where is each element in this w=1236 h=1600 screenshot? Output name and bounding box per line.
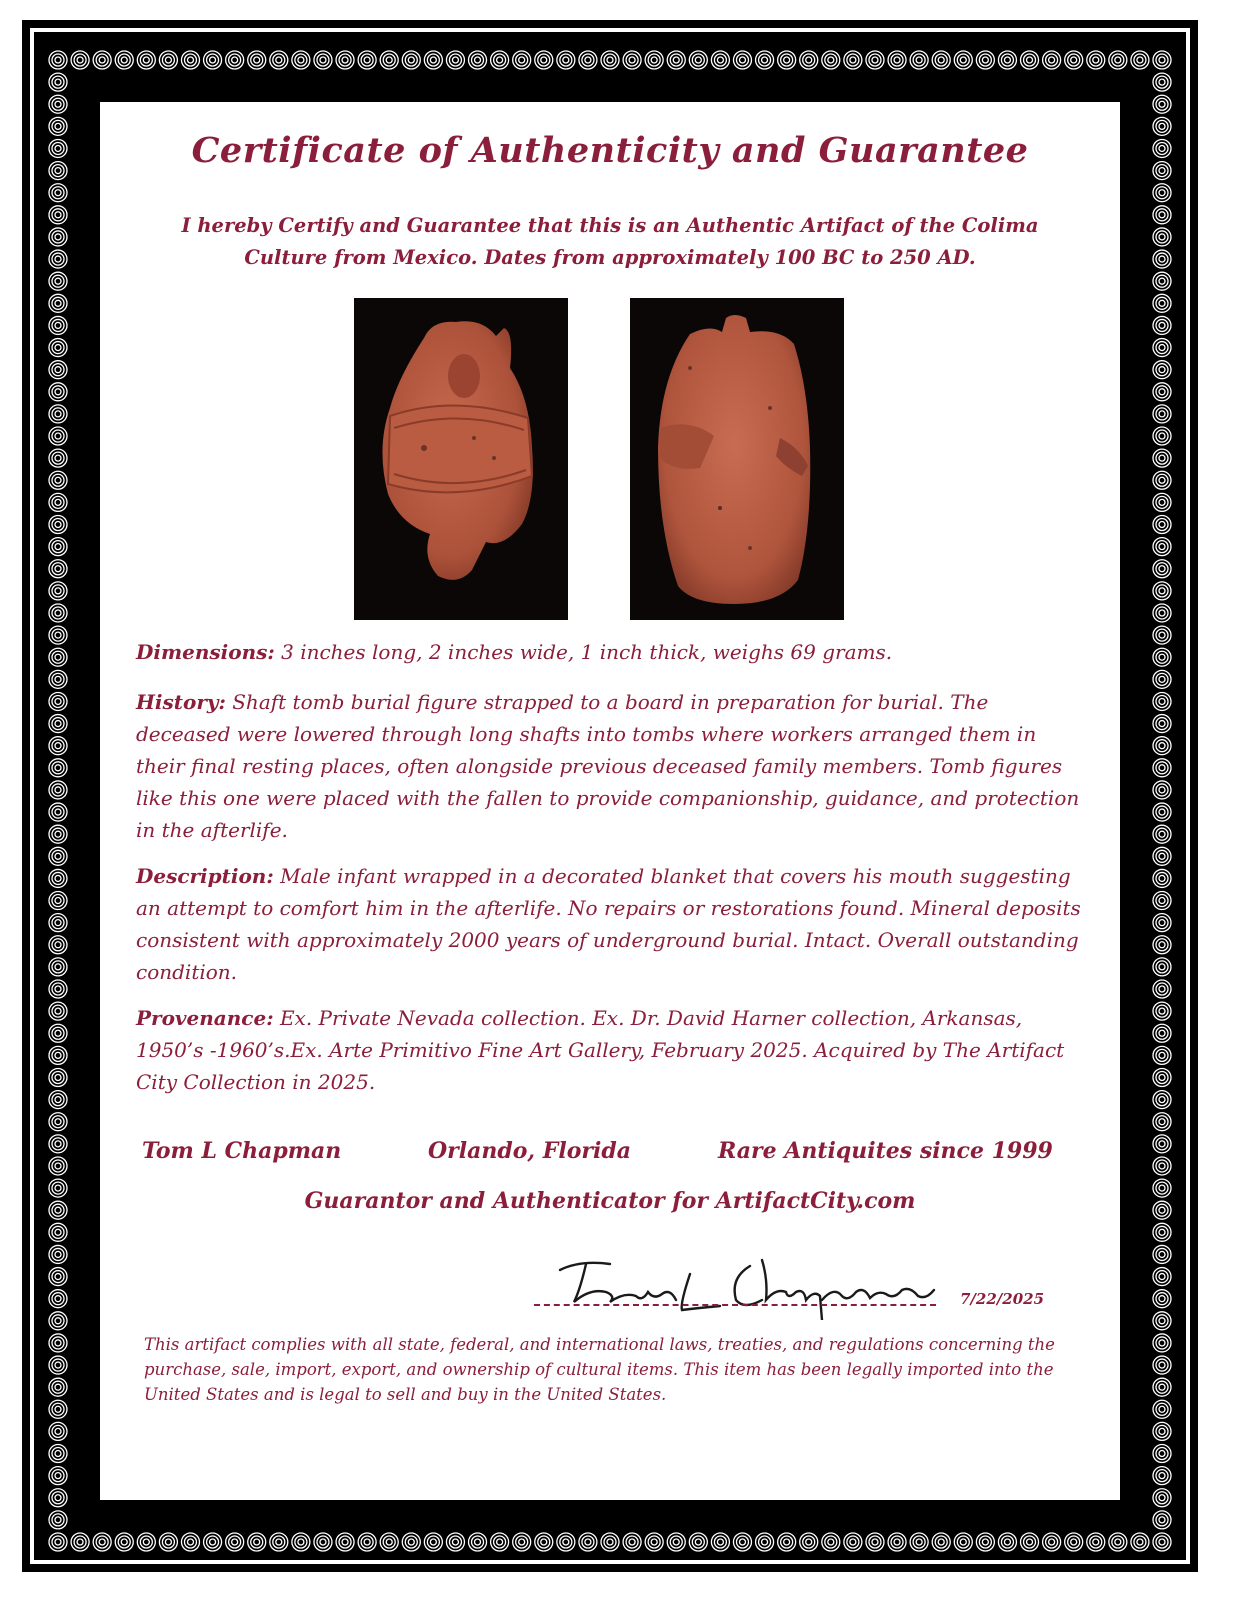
border-ring-ornament	[1153, 847, 1171, 865]
border-ring-ornament	[1153, 1422, 1171, 1440]
border-ring-ornament	[1153, 892, 1171, 910]
border-ring-ornament	[1153, 825, 1171, 843]
border-ring-ornament	[1153, 1268, 1171, 1286]
business-since: Rare Antiquites since 1999	[718, 1138, 1053, 1164]
border-ring-ornament	[49, 759, 67, 777]
border-ring-ornament	[49, 1312, 67, 1330]
border-ring-ornament	[778, 1533, 796, 1551]
border-ring-ornament	[49, 228, 67, 246]
border-ring-ornament	[1153, 670, 1171, 688]
border-ring-ornament	[49, 383, 67, 401]
border-ring-ornament	[49, 51, 67, 69]
border-ring-ornament	[1153, 1312, 1171, 1330]
border-ring-ornament	[226, 51, 244, 69]
border-ring-ornament	[49, 892, 67, 910]
border-ring-ornament	[1153, 781, 1171, 799]
border-ring-ornament	[1109, 1533, 1127, 1551]
border-ring-ornament	[601, 51, 619, 69]
border-ring-ornament	[49, 516, 67, 534]
border-ring-ornament	[1087, 1533, 1105, 1551]
border-ring-ornament	[733, 1533, 751, 1551]
border-ring-ornament	[645, 1533, 663, 1551]
border-ring-ornament	[711, 51, 729, 69]
border-ring-ornament	[1153, 648, 1171, 666]
border-ring-ornament	[491, 1533, 509, 1551]
border-ring-ornament	[667, 1533, 685, 1551]
border-ring-ornament	[270, 51, 288, 69]
border-ring-ornament	[1153, 560, 1171, 578]
border-ring-ornament	[49, 1201, 67, 1219]
border-ring-ornament	[557, 1533, 575, 1551]
border-ring-ornament	[1153, 1400, 1171, 1418]
border-ring-ornament	[579, 51, 597, 69]
legal-compliance-notice: This artifact complies with all state, federal, and international laws, treaties, and regulations concerning the purchase, sale, import, export, and ownership of cultural items. This item has been legally imported into the United States and is legal to sell and buy in the United States.	[144, 1335, 1055, 1404]
border-ring-ornament	[756, 1533, 774, 1551]
border-ring-ornament	[1153, 626, 1171, 644]
border-ring-ornament	[1153, 1179, 1171, 1197]
border-ring-ornament	[800, 1533, 818, 1551]
border-ring-ornament	[1153, 1113, 1171, 1131]
border-ring-ornament	[1153, 272, 1171, 290]
border-ring-ornament	[49, 1511, 67, 1529]
border-ring-ornament	[71, 51, 89, 69]
border-ring-ornament	[49, 250, 67, 268]
border-ring-ornament	[645, 51, 663, 69]
border-ring-ornament	[1153, 1024, 1171, 1042]
border-ring-ornament	[93, 1533, 111, 1551]
border-ring-ornament	[336, 1533, 354, 1551]
border-ring-ornament	[711, 1533, 729, 1551]
border-ring-ornament	[1153, 1157, 1171, 1175]
border-ring-ornament	[49, 737, 67, 755]
border-ring-ornament	[866, 1533, 884, 1551]
border-ring-ornament	[49, 1356, 67, 1374]
provenance-text: Ex. Private Nevada collection. Ex. Dr. David Harner collection, Arkansas, 1950’s -1960’s.Ex. Arte Primitivo Fine Art Gallery, February 2025. Acquired by The Artifact City Collection in 2025.	[136, 1006, 1065, 1094]
border-ring-ornament	[1153, 95, 1171, 113]
border-ring-ornament	[1153, 538, 1171, 556]
border-ring-ornament	[115, 51, 133, 69]
border-ring-ornament	[1153, 604, 1171, 622]
border-ring-ornament	[424, 1533, 442, 1551]
border-ring-ornament	[49, 1290, 67, 1308]
border-ring-ornament	[1153, 493, 1171, 511]
border-ring-ornament	[579, 1533, 597, 1551]
border-ring-ornament	[446, 51, 464, 69]
dimensions-label: Dimensions:	[136, 640, 275, 664]
border-ring-ornament	[1153, 958, 1171, 976]
border-ring-ornament	[1153, 449, 1171, 467]
border-ring-ornament	[1153, 228, 1171, 246]
border-ring-ornament	[336, 51, 354, 69]
border-ring-ornament	[49, 560, 67, 578]
border-ring-ornament	[49, 1268, 67, 1286]
border-ring-ornament	[932, 1533, 950, 1551]
border-ring-ornament	[689, 1533, 707, 1551]
border-ring-ornament	[1153, 206, 1171, 224]
border-ring-ornament	[446, 1533, 464, 1551]
border-ring-ornament	[1153, 361, 1171, 379]
certification-line-1: I hereby Certify and Guarantee that this is an Authentic Artifact of the Colima	[181, 214, 1039, 237]
border-ring-ornament	[93, 51, 111, 69]
border-ring-ornament	[1153, 803, 1171, 821]
border-ring-ornament	[226, 1533, 244, 1551]
border-ring-ornament	[1153, 759, 1171, 777]
border-ring-ornament	[491, 51, 509, 69]
border-ring-ornament	[1131, 1533, 1149, 1551]
border-ring-ornament	[49, 471, 67, 489]
border-ring-ornament	[513, 1533, 531, 1551]
border-ring-ornament	[49, 847, 67, 865]
border-ring-ornament	[932, 51, 950, 69]
border-ring-ornament	[1153, 1511, 1171, 1529]
border-ring-ornament	[314, 1533, 332, 1551]
border-ring-ornament	[888, 51, 906, 69]
border-ring-ornament	[1153, 1378, 1171, 1396]
border-ring-ornament	[1043, 51, 1061, 69]
border-ring-ornament	[1021, 51, 1039, 69]
border-ring-ornament	[1153, 184, 1171, 202]
border-ring-ornament	[1153, 139, 1171, 157]
border-ring-ornament	[1153, 1533, 1171, 1551]
border-ring-ornament	[292, 51, 310, 69]
border-ring-ornament	[49, 361, 67, 379]
border-ring-ornament	[469, 51, 487, 69]
dimensions-section	[136, 636, 1086, 668]
border-ring-ornament	[1153, 162, 1171, 180]
border-ring-ornament	[380, 1533, 398, 1551]
border-ring-ornament	[71, 1533, 89, 1551]
border-ring-ornament	[1153, 1489, 1171, 1507]
border-ring-ornament	[689, 51, 707, 69]
border-ring-ornament	[49, 272, 67, 290]
border-ring-ornament	[292, 1533, 310, 1551]
border-ring-ornament	[1153, 1334, 1171, 1352]
border-ring-ornament	[1087, 51, 1105, 69]
border-ring-ornament	[49, 803, 67, 821]
border-ring-ornament	[137, 51, 155, 69]
handwritten-signature	[530, 1230, 950, 1320]
border-ring-ornament	[49, 1334, 67, 1352]
border-ring-ornament	[535, 51, 553, 69]
border-ring-ornament	[601, 1533, 619, 1551]
border-ring-ornament	[49, 670, 67, 688]
border-ring-ornament	[778, 51, 796, 69]
border-ring-ornament	[866, 51, 884, 69]
border-ring-ornament	[1021, 1533, 1039, 1551]
border-ring-ornament	[1153, 339, 1171, 357]
border-ring-ornament	[1153, 250, 1171, 268]
border-ring-ornament	[1153, 869, 1171, 887]
border-ring-ornament	[49, 1533, 67, 1551]
border-ring-ornament	[424, 51, 442, 69]
border-ring-ornament	[49, 1445, 67, 1463]
border-ring-ornament	[756, 51, 774, 69]
border-ring-ornament	[469, 1533, 487, 1551]
border-ring-ornament	[358, 51, 376, 69]
border-ring-ornament	[49, 206, 67, 224]
provenance-section	[136, 1002, 1086, 1098]
certification-statement	[120, 210, 1100, 274]
border-ring-ornament	[49, 117, 67, 135]
artifact-photo-back	[630, 298, 844, 620]
border-ring-ornament	[402, 1533, 420, 1551]
history-text: Shaft tomb burial figure strapped to a board in preparation for burial. The deceased were lowered through long shafts into tombs where workers arranged them in their final resting places, often alongside previous deceased family members. Tomb figures like this one were placed with the fallen to provide companionship, guidance, and protection in the afterlife.	[136, 690, 1080, 842]
border-ring-ornament	[137, 1533, 155, 1551]
border-ring-ornament	[49, 604, 67, 622]
border-ring-ornament	[1153, 737, 1171, 755]
border-ring-ornament	[49, 184, 67, 202]
border-ring-ornament	[49, 162, 67, 180]
border-ring-ornament	[733, 51, 751, 69]
certificate-title: Certificate of Authenticity and Guarantee	[191, 130, 1029, 171]
description-label: Description:	[136, 864, 274, 888]
border-ring-ornament	[1043, 1533, 1061, 1551]
border-ring-ornament	[358, 1533, 376, 1551]
border-ring-ornament	[49, 1422, 67, 1440]
border-ring-ornament	[954, 1533, 972, 1551]
border-ring-ornament	[623, 1533, 641, 1551]
border-ring-ornament	[822, 51, 840, 69]
border-ring-ornament	[976, 1533, 994, 1551]
border-ring-ornament	[49, 582, 67, 600]
provenance-label: Provenance:	[136, 1006, 274, 1030]
border-ring-ornament	[49, 294, 67, 312]
border-ring-ornament	[49, 1135, 67, 1153]
border-ring-ornament	[49, 1157, 67, 1175]
border-ring-ornament	[49, 1179, 67, 1197]
border-ring-ornament	[181, 1533, 199, 1551]
history-section	[136, 686, 1086, 846]
border-ring-ornament	[49, 781, 67, 799]
signature-line	[534, 1304, 936, 1306]
border-ring-ornament	[910, 1533, 928, 1551]
border-ring-ornament	[49, 958, 67, 976]
border-ring-ornament	[49, 316, 67, 334]
border-ring-ornament	[49, 1046, 67, 1064]
border-ring-ornament	[49, 692, 67, 710]
artifact-photo-front	[354, 298, 568, 620]
border-ring-ornament	[49, 1091, 67, 1109]
border-ring-ornament	[844, 51, 862, 69]
border-ring-ornament	[49, 139, 67, 157]
border-ring-ornament	[49, 1223, 67, 1241]
border-ring-ornament	[1153, 936, 1171, 954]
border-ring-ornament	[910, 51, 928, 69]
border-ring-ornament	[888, 1533, 906, 1551]
border-ring-ornament	[314, 51, 332, 69]
border-ring-ornament	[1153, 51, 1171, 69]
border-ring-ornament	[1153, 1002, 1171, 1020]
border-ring-ornament	[954, 51, 972, 69]
border-ring-ornament	[1065, 1533, 1083, 1551]
border-ring-ornament	[49, 1002, 67, 1020]
description-text: Male infant wrapped in a decorated blanket that covers his mouth suggesting an attempt to comfort him in the afterlife. No repairs or restorations found. Mineral deposits consistent with approximately 2000 years of underground burial. Intact. Overall outstanding condition.	[136, 864, 1081, 984]
border-ring-ornament	[1153, 316, 1171, 334]
border-ring-ornament	[49, 538, 67, 556]
border-ring-ornament	[1153, 980, 1171, 998]
authenticator-name: Tom L Chapman	[142, 1138, 342, 1164]
dimensions-text: 3 inches long, 2 inches wide, 1 inch thick, weighs 69 grams.	[281, 640, 893, 664]
border-ring-ornament	[1153, 471, 1171, 489]
border-ring-ornament	[1153, 383, 1171, 401]
border-ring-ornament	[513, 51, 531, 69]
border-ring-ornament	[623, 51, 641, 69]
border-ring-ornament	[49, 914, 67, 932]
border-ring-ornament	[667, 51, 685, 69]
border-ring-ornament	[49, 1113, 67, 1131]
border-ring-ornament	[1153, 1068, 1171, 1086]
border-ring-ornament	[49, 339, 67, 357]
history-label: History:	[136, 690, 226, 714]
border-ring-ornament	[1153, 1245, 1171, 1263]
border-ring-ornament	[800, 51, 818, 69]
border-ring-ornament	[976, 51, 994, 69]
border-ring-ornament	[49, 493, 67, 511]
border-ring-ornament	[557, 51, 575, 69]
border-ring-ornament	[380, 51, 398, 69]
border-ring-ornament	[1153, 117, 1171, 135]
border-ring-ornament	[1153, 1445, 1171, 1463]
border-ring-ornament	[535, 1533, 553, 1551]
certification-line-2: Culture from Mexico. Dates from approximately 100 BC to 250 AD.	[244, 246, 976, 269]
border-ring-ornament	[1153, 1135, 1171, 1153]
border-ring-ornament	[1153, 582, 1171, 600]
border-ring-ornament	[1153, 692, 1171, 710]
border-ring-ornament	[49, 1378, 67, 1396]
border-ring-ornament	[1153, 1091, 1171, 1109]
border-ring-ornament	[49, 405, 67, 423]
certificate-body	[100, 102, 1120, 1500]
border-ring-ornament	[248, 51, 266, 69]
border-ring-ornament	[49, 95, 67, 113]
border-ring-ornament	[49, 1024, 67, 1042]
border-ring-ornament	[1153, 516, 1171, 534]
border-ring-ornament	[49, 825, 67, 843]
border-ring-ornament	[159, 1533, 177, 1551]
authenticator-location: Orlando, Florida	[428, 1138, 631, 1164]
border-ring-ornament	[49, 427, 67, 445]
border-ring-ornament	[998, 51, 1016, 69]
border-ring-ornament	[49, 869, 67, 887]
border-ring-ornament	[1109, 51, 1127, 69]
border-ring-ornament	[1153, 73, 1171, 91]
border-ring-ornament	[181, 51, 199, 69]
border-ring-ornament	[159, 51, 177, 69]
border-ring-ornament	[1153, 1467, 1171, 1485]
border-ring-ornament	[49, 980, 67, 998]
border-ring-ornament	[49, 1245, 67, 1263]
border-ring-ornament	[1153, 1290, 1171, 1308]
guarantor-line: Guarantor and Authenticator for ArtifactCity.com	[304, 1188, 916, 1214]
border-ring-ornament	[822, 1533, 840, 1551]
border-ring-ornament	[49, 648, 67, 666]
border-ring-ornament	[204, 1533, 222, 1551]
border-ring-ornament	[49, 715, 67, 733]
border-ring-ornament	[402, 51, 420, 69]
border-ring-ornament	[998, 1533, 1016, 1551]
border-ring-ornament	[1153, 405, 1171, 423]
border-ring-ornament	[49, 1489, 67, 1507]
border-ring-ornament	[49, 1068, 67, 1086]
border-ring-ornament	[1153, 1356, 1171, 1374]
border-ring-ornament	[844, 1533, 862, 1551]
border-ring-ornament	[49, 1400, 67, 1418]
border-ring-ornament	[248, 1533, 266, 1551]
border-ring-ornament	[49, 449, 67, 467]
border-ring-ornament	[115, 1533, 133, 1551]
border-ring-ornament	[49, 73, 67, 91]
border-ring-ornament	[1153, 294, 1171, 312]
border-ring-ornament	[270, 1533, 288, 1551]
border-ring-ornament	[49, 1467, 67, 1485]
border-ring-ornament	[1131, 51, 1149, 69]
border-ring-ornament	[204, 51, 222, 69]
border-ring-ornament	[49, 626, 67, 644]
border-ring-ornament	[49, 936, 67, 954]
border-ring-ornament	[1153, 1223, 1171, 1241]
border-ring-ornament	[1153, 914, 1171, 932]
signature-date: 7/22/2025	[960, 1290, 1045, 1308]
border-ring-ornament	[1065, 51, 1083, 69]
description-section	[136, 860, 1086, 988]
border-ring-ornament	[1153, 427, 1171, 445]
border-ring-ornament	[1153, 715, 1171, 733]
border-ring-ornament	[1153, 1201, 1171, 1219]
border-ring-ornament	[1153, 1046, 1171, 1064]
